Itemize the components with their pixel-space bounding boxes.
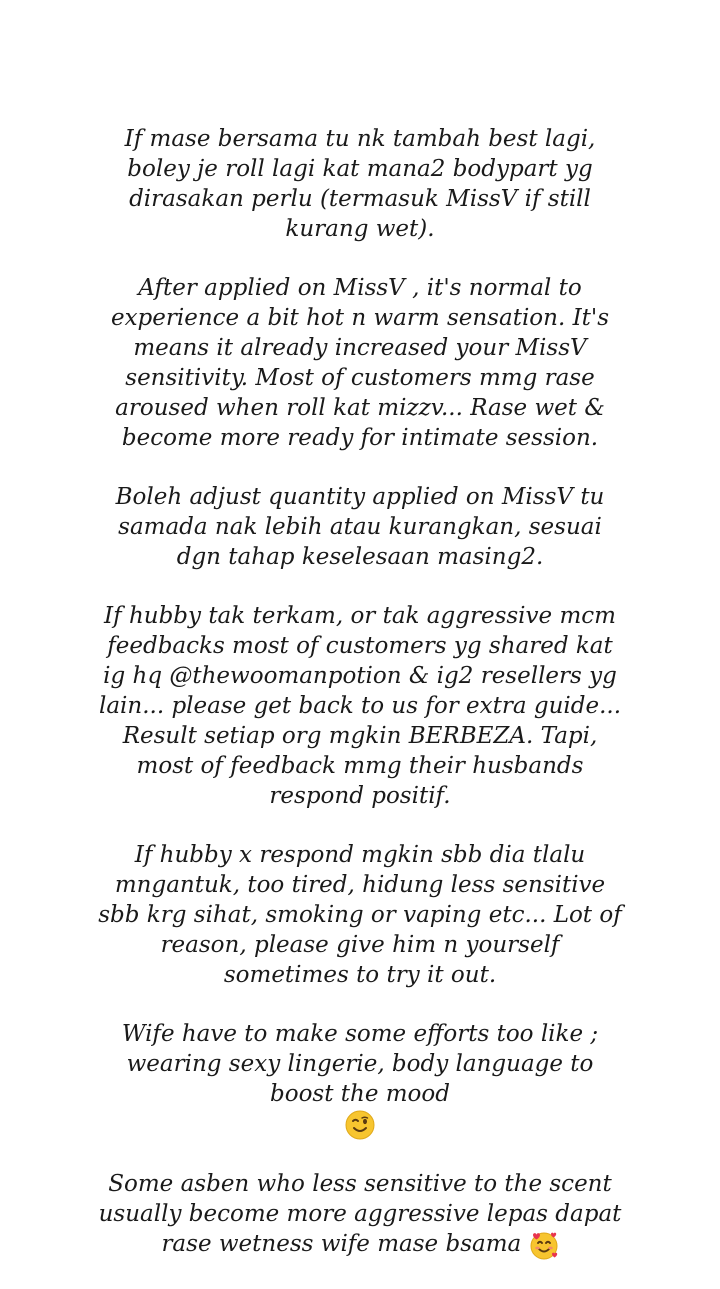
smiling-face-with-hearts-icon — [529, 1230, 559, 1260]
paragraph-6 — [96, 1019, 624, 1140]
winking-face-icon — [345, 1110, 375, 1140]
paragraph-2 — [96, 273, 624, 453]
paragraph-3 — [96, 482, 624, 572]
paragraph-6-text: Wife have to make some efforts too like ; wearing sexy lingerie, body language to boost the mood — [121, 1021, 599, 1107]
paragraph-1-text: If mase bersama tu nk tambah best lagi, boley je roll lagi kat mana2 bodypart yg dirasakan perlu (termasuk MissV if still kurang wet). — [124, 126, 596, 242]
paragraph-7 — [96, 1169, 624, 1260]
paragraph-4-text: If hubby tak terkam, or tak aggressive mcm feedbacks most of customers yg shared kat ig hq @thewoomanpotion & ig2 resellers yg lain... please get back to us for extra guide... Result setiap org mgkin BERBEZA. Tapi, most of feedback mmg their husbands respond positif. — [98, 603, 622, 809]
paragraph-1 — [96, 124, 624, 244]
paragraph-4 — [96, 601, 624, 811]
paragraph-7-text: Some asben who less sensitive to the scent usually become more aggressive lepas dapat rase wetness wife mase bsama — [98, 1171, 622, 1257]
paragraph-2-text: After applied on MissV , it's normal to experience a bit hot n warm sensation. It's means it already increased your MissV sensitivity. Most of customers mmg rase aroused when roll kat mizzv... Rase wet & become more ready for intimate session. — [110, 275, 610, 451]
paragraph-5-text: If hubby x respond mgkin sbb dia tlalu mngantuk, too tired, hidung less sensitive sbb krg sihat, smoking or vaping etc... Lot of reason, please give him n yourself sometimes to try it out. — [98, 842, 622, 988]
paragraph-5 — [96, 840, 624, 990]
story-text-block — [96, 124, 624, 1289]
paragraph-3-text: Boleh adjust quantity applied on MissV tu samada nak lebih atau kurangkan, sesuai dgn tahap keselesaan masing2. — [115, 484, 605, 570]
